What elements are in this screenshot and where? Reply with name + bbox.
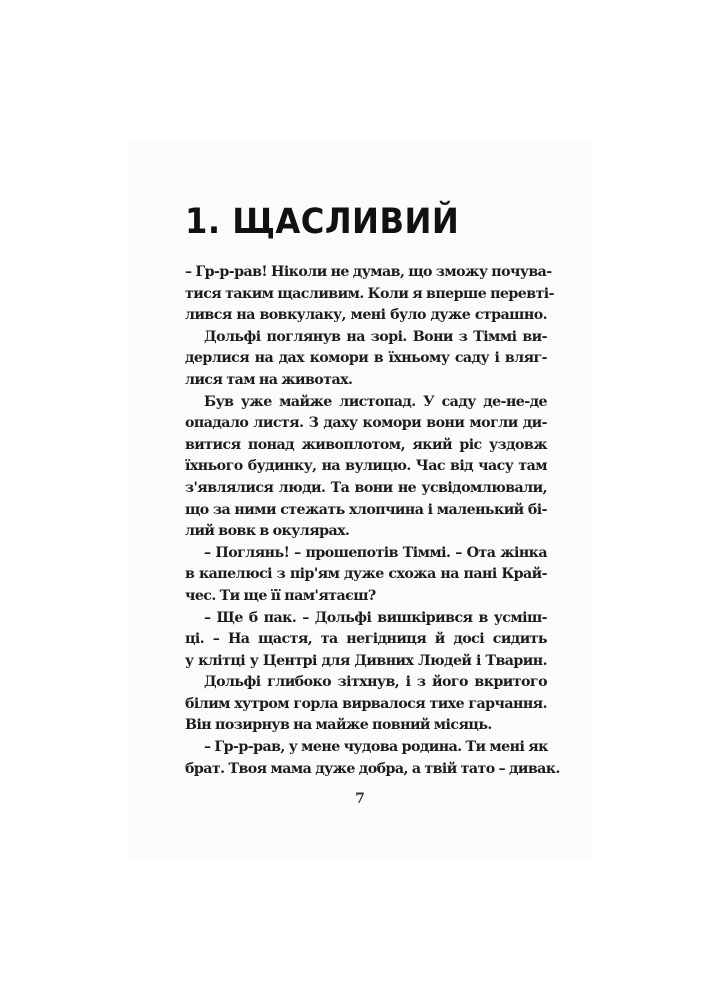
text-line: білим хутром горла вирвалося тихе гарчання.: [185, 695, 547, 712]
text-line: лий вовк в окулярах.: [185, 523, 350, 540]
text-line: Він позирнув на майже повний місяць.: [185, 717, 492, 734]
text-line: що за ними стежать хлопчина і маленький бі-: [185, 501, 547, 518]
text-line: Був уже майже листопад. У саду де-не-де: [204, 393, 547, 410]
text-line: – Гр-р-рав! Ніколи не думав, що зможу почува-: [185, 264, 552, 280]
text-line: Дольфі поглянув на зорі. Вони з Тіммі ви-: [204, 328, 547, 345]
text-line: опадало листя. З даху комори вони могли ди-: [185, 415, 547, 432]
text-line: у клітці у Центрі для Дивних Людей і Тварин.: [185, 652, 547, 669]
text-line: Дольфі глибоко зітхнув, і з його вкритого: [204, 674, 547, 691]
text-line: – Поглянь! – прошепотів Тіммі. – Ота жінка: [204, 544, 547, 561]
text-line: брат. Твоя мама дуже добра, а твій тато – дивак.: [185, 760, 560, 777]
text-line: лися там на животах.: [185, 371, 353, 388]
chapter-title: 1. ЩАСЛИВИЙ: [185, 202, 460, 242]
text-line: – Ще б пак. – Дольфі вишкірився в усміш-: [204, 609, 547, 626]
text-line: лився на вовкулаку, мені було дуже страшно.: [185, 307, 547, 324]
chapter-body: [185, 262, 560, 780]
text-line: чес. Ти ще її пам'ятаєш?: [185, 587, 376, 604]
text-line: ці. – На щастя, та негідниця й досі сидить: [185, 631, 547, 648]
text-line: – Гр-р-рав, у мене чудова родина. Ти мені як: [204, 739, 548, 756]
text-line: з'являлися люди. Та вони не усвідомлювали,: [185, 479, 547, 496]
text-line: витися понад живоплотом, який ріс уздовж: [185, 436, 547, 453]
page-number: 7: [355, 791, 365, 807]
text-line: дерлися на дах комори в їхньому саду і вляг-: [185, 350, 547, 367]
text-line: в капелюсі з пір'ям дуже схожа на пані Край-: [185, 566, 547, 583]
text-line: їхнього будинку, на вулицю. Час від часу там: [185, 458, 547, 475]
text-line: тися таким щасливим. Коли я вперше перевті-: [185, 285, 554, 302]
